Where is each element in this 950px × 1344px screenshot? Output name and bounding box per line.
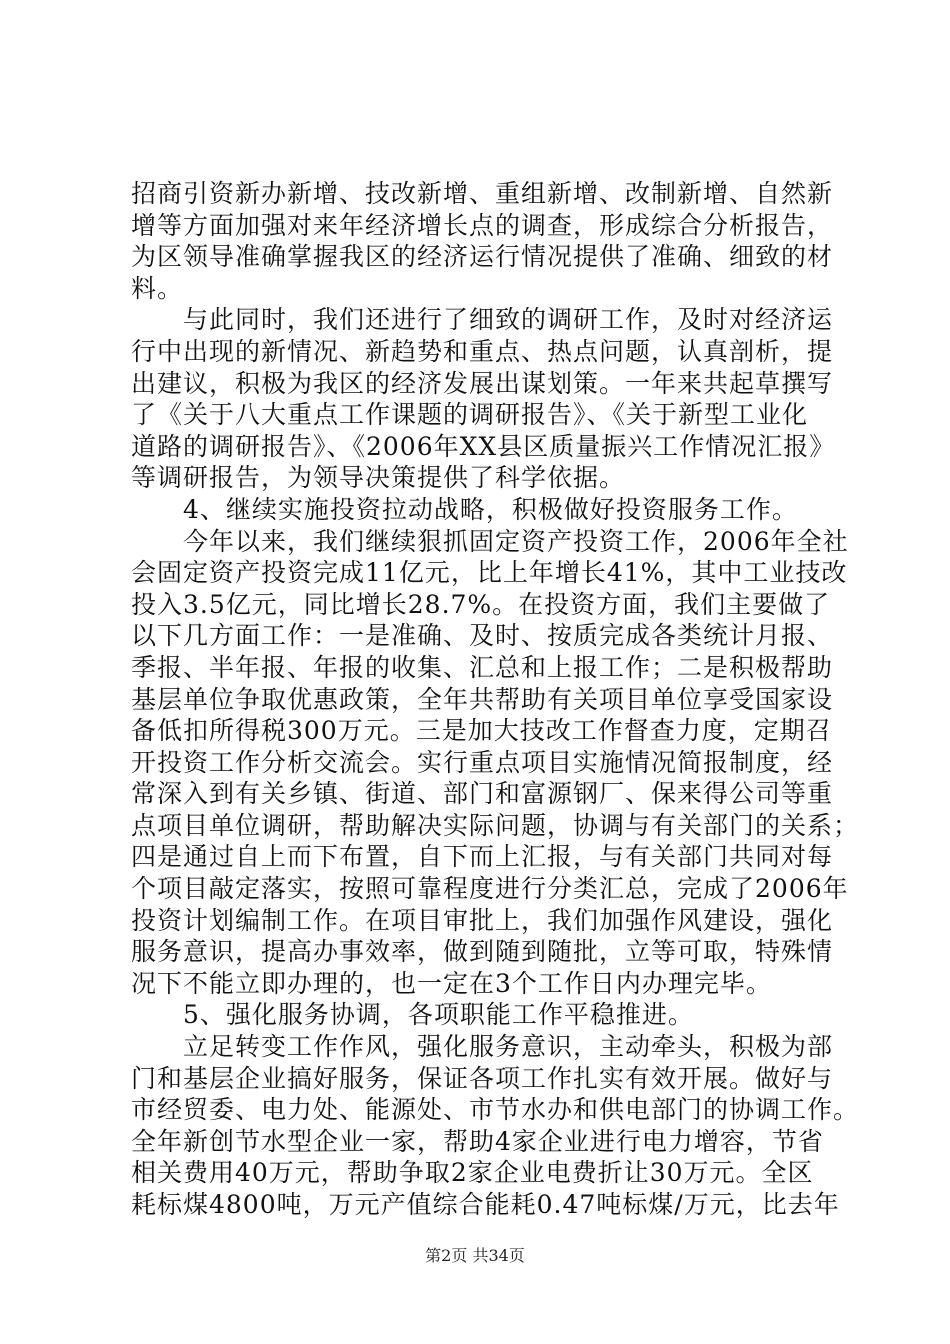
text-line: 相关费用40万元，帮助争取2家企业电费折让30万元。全区: [131, 1158, 814, 1188]
text-line: 会固定资产投资完成11亿元，比上年增长41%，其中工业技改: [131, 558, 848, 588]
text-line: 开投资工作分析交流会。实行重点项目实施情况简报制度，经: [131, 747, 834, 777]
text-line: 道路的调研报告》、《2006年XX县区质量振兴工作情况汇报》: [131, 431, 836, 461]
text-line: 季报、半年报、年报的收集、汇总和上报工作；二是积极帮助: [131, 652, 834, 682]
text-line: 增等方面加强对来年经济增长点的调查，形成综合分析报告，: [131, 210, 834, 240]
text-line: 点项目单位调研，帮助解决实际问题，协调与有关部门的关系；: [131, 810, 860, 840]
text-line: 四是通过自上而下布置，自下而上汇报，与有关部门共同对每: [131, 842, 834, 872]
text-line: 出建议，积极为我区的经济发展出谋划策。一年来共起草撰写: [131, 368, 834, 398]
text-line: 基层单位争取优惠政策，全年共帮助有关项目单位享受国家设: [131, 684, 834, 714]
text-line: 招商引资新办新增、技改新增、重组新增、改制新增、自然新: [131, 179, 834, 208]
text-line: 今年以来，我们继续狠抓固定资产投资工作，2006年全社: [131, 526, 849, 556]
text-line: 与此同时，我们还进行了细致的调研工作，及时对经济运: [131, 305, 834, 335]
text-line: 料。: [131, 273, 184, 303]
text-line: 等调研报告，为领导决策提供了科学依据。: [131, 463, 626, 493]
text-line: 为区领导准确掌握我区的经济运行情况提供了准确、细致的材: [131, 242, 834, 272]
text-line: 投资计划编制工作。在项目审批上，我们加强作风建设，强化: [131, 905, 834, 935]
text-line: 耗标煤4800吨，万元产值综合能耗0.47吨标煤/万元，比去年: [131, 1190, 840, 1219]
body-text: [131, 178, 860, 1221]
text-line: 立足转变工作作风，强化服务意识，主动牵头，积极为部: [131, 1032, 834, 1062]
text-line: 市经贸委、电力处、能源处、市节水办和供电部门的协调工作。: [131, 1095, 860, 1125]
text-line: 况下不能立即办理的，也一定在3个工作日内办理完毕。: [131, 968, 772, 998]
text-line: 个项目敲定落实，按照可靠程度进行分类汇总，完成了2006年: [131, 874, 849, 904]
text-line: 了《关于八大重点工作课题的调研报告》、《关于新型工业化: [131, 400, 809, 430]
text-line: 4、继续实施投资拉动战略，积极做好投资服务工作。: [131, 494, 798, 524]
text-line: 行中出现的新情况、新趋势和重点、热点问题，认真剖析，提: [131, 336, 834, 366]
text-line: 投入3.5亿元，同比增长28.7%。在投资方面，我们主要做了: [131, 589, 831, 619]
text-line: 常深入到有关乡镇、街道、部门和富源钢厂、保来得公司等重: [131, 779, 834, 809]
page-footer: 第2页 共34页: [425, 1246, 525, 1265]
text-line: 门和基层企业搞好服务，保证各项工作扎实有效开展。做好与: [131, 1063, 834, 1093]
text-line: 服务意识，提高办事效率，做到随到随批，立等可取，特殊情: [131, 937, 834, 967]
text-line: 5、强化服务协调，各项职能工作平稳推进。: [131, 1000, 694, 1030]
text-line: 以下几方面工作：一是准确、及时、按质完成各类统计月报、: [131, 621, 834, 651]
text-line: 备低扣所得税300万元。三是加大技改工作督查力度，定期召: [131, 716, 832, 746]
text-line: 全年新创节水型企业一家，帮助4家企业进行电力增容，节省: [131, 1126, 824, 1156]
